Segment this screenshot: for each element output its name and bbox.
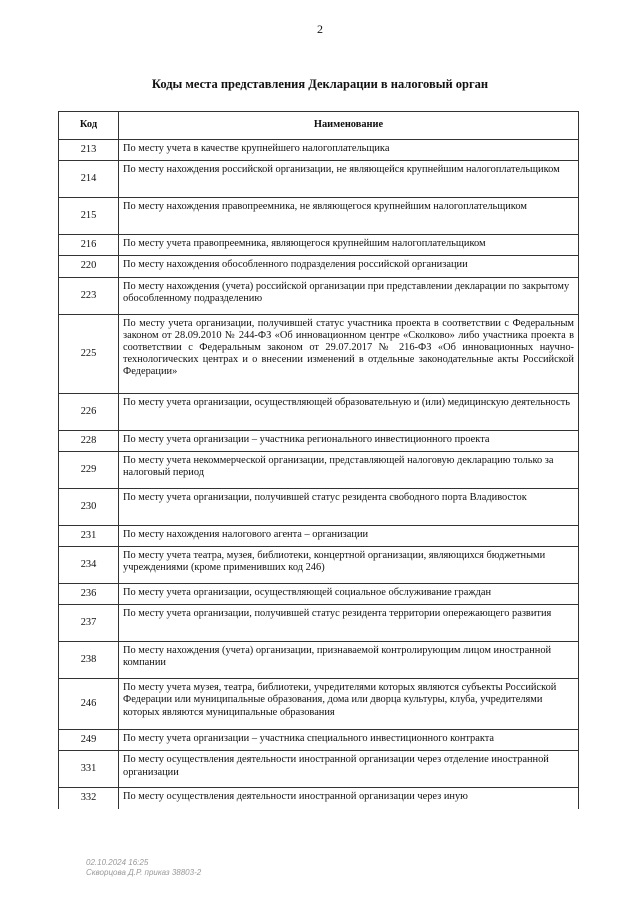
row-name: По месту нахождения обособленного подразделения российской организации — [119, 256, 579, 277]
row-code: 237 — [59, 605, 119, 642]
table-row — [59, 314, 579, 393]
footer-date: 02.10.2024 16:25 — [86, 858, 149, 867]
table-row — [59, 642, 579, 679]
table-row — [59, 751, 579, 788]
row-name: По месту учета организации – участника регионального инвестиционного проекта — [119, 430, 579, 451]
row-name: По месту учета музея, театра, библиотеки, учредителями которых являются субъекты Российской Федерации или муниципальные образования, дома или дворца культуры, клуба, учредителями которых являются муниципальные образования — [119, 679, 579, 730]
row-code: 246 — [59, 679, 119, 730]
table-row — [59, 393, 579, 430]
row-code: 225 — [59, 314, 119, 393]
row-code: 214 — [59, 161, 119, 198]
table-row — [59, 788, 579, 809]
row-name: По месту осуществления деятельности иностранной организации через отделение иностранной организации — [119, 751, 579, 788]
row-name: По месту учета организации, осуществляющей социальное обслуживание граждан — [119, 584, 579, 605]
row-code: 234 — [59, 547, 119, 584]
page-number: 2 — [317, 22, 323, 36]
row-name: По месту учета организации, осуществляющей образовательную и (или) медицинскую деятельность — [119, 393, 579, 430]
table-row — [59, 488, 579, 525]
row-name: По месту осуществления деятельности иностранной организации через иную — [119, 788, 579, 809]
document-title: Коды места представления Декларации в налоговый орган — [151, 77, 489, 91]
table-row — [59, 140, 579, 161]
row-name: По месту учета правопреемника, являющегося крупнейшим налогоплательщиком — [119, 235, 579, 256]
table-row — [59, 547, 579, 584]
row-name: По месту нахождения российской организации, не являющейся крупнейшим налогоплательщиком — [119, 161, 579, 198]
row-code: 332 — [59, 788, 119, 809]
table-header-row — [59, 112, 579, 140]
row-code: 238 — [59, 642, 119, 679]
table-row — [59, 198, 579, 235]
footer-author: Скворцова Д.Р. приказ 38803-2 — [86, 868, 202, 877]
row-name: По месту нахождения налогового агента – организации — [119, 525, 579, 546]
row-name: По месту учета театра, музея, библиотеки, концертной организации, являющихся бюджетными учреждениями (кроме применивших код 246) — [119, 547, 579, 584]
row-code: 216 — [59, 235, 119, 256]
row-name: По месту учета некоммерческой организации, представляющей налоговую декларацию только за налоговый период — [119, 451, 579, 488]
row-code: 231 — [59, 525, 119, 546]
row-code: 236 — [59, 584, 119, 605]
row-code: 220 — [59, 256, 119, 277]
table-row — [59, 256, 579, 277]
table-row — [59, 525, 579, 546]
row-code: 223 — [59, 277, 119, 314]
row-code: 229 — [59, 451, 119, 488]
row-name: По месту учета организации, получившей статус резидента свободного порта Владивосток — [119, 488, 579, 525]
row-name: По месту нахождения (учета) организации, признаваемой контролирующим лицом иностранной компании — [119, 642, 579, 679]
row-name: По месту нахождения правопреемника, не являющегося крупнейшим налогоплательщиком — [119, 198, 579, 235]
table-row — [59, 605, 579, 642]
row-name: По месту учета организации – участника специального инвестиционного контракта — [119, 730, 579, 751]
row-code: 249 — [59, 730, 119, 751]
row-name: По месту учета в качестве крупнейшего налогоплательщика — [119, 140, 579, 161]
header-code: Код — [59, 112, 119, 140]
codes-table — [58, 111, 579, 809]
table-row — [59, 679, 579, 730]
row-code: 230 — [59, 488, 119, 525]
row-code: 331 — [59, 751, 119, 788]
row-code: 226 — [59, 393, 119, 430]
header-name: Наименование — [119, 112, 579, 140]
row-code: 213 — [59, 140, 119, 161]
row-name: По месту нахождения (учета) российской организации при представлении декларации по закрытому обособленному подразделению — [119, 277, 579, 314]
row-code: 228 — [59, 430, 119, 451]
table-row — [59, 235, 579, 256]
row-name: По месту учета организации, получившей статус участника проекта в соответствии с Федеральным законом от 28.09.2010 № 244-ФЗ «Об инновационном центре «Сколково» либо участника проекта в соответствии с Федеральным законом от 29.07.2017 № 216-ФЗ «Об инновационных научно-технологических центрах и о внесении изменений в отдельные законодательные акты Российской Федерации» — [119, 314, 579, 393]
row-name: По месту учета организации, получившей статус резидента территории опережающего развития — [119, 605, 579, 642]
table-row — [59, 277, 579, 314]
table-row — [59, 430, 579, 451]
table-row — [59, 730, 579, 751]
table-row — [59, 584, 579, 605]
footer-stamp — [86, 858, 201, 878]
table-row — [59, 161, 579, 198]
row-code: 215 — [59, 198, 119, 235]
table-row — [59, 451, 579, 488]
